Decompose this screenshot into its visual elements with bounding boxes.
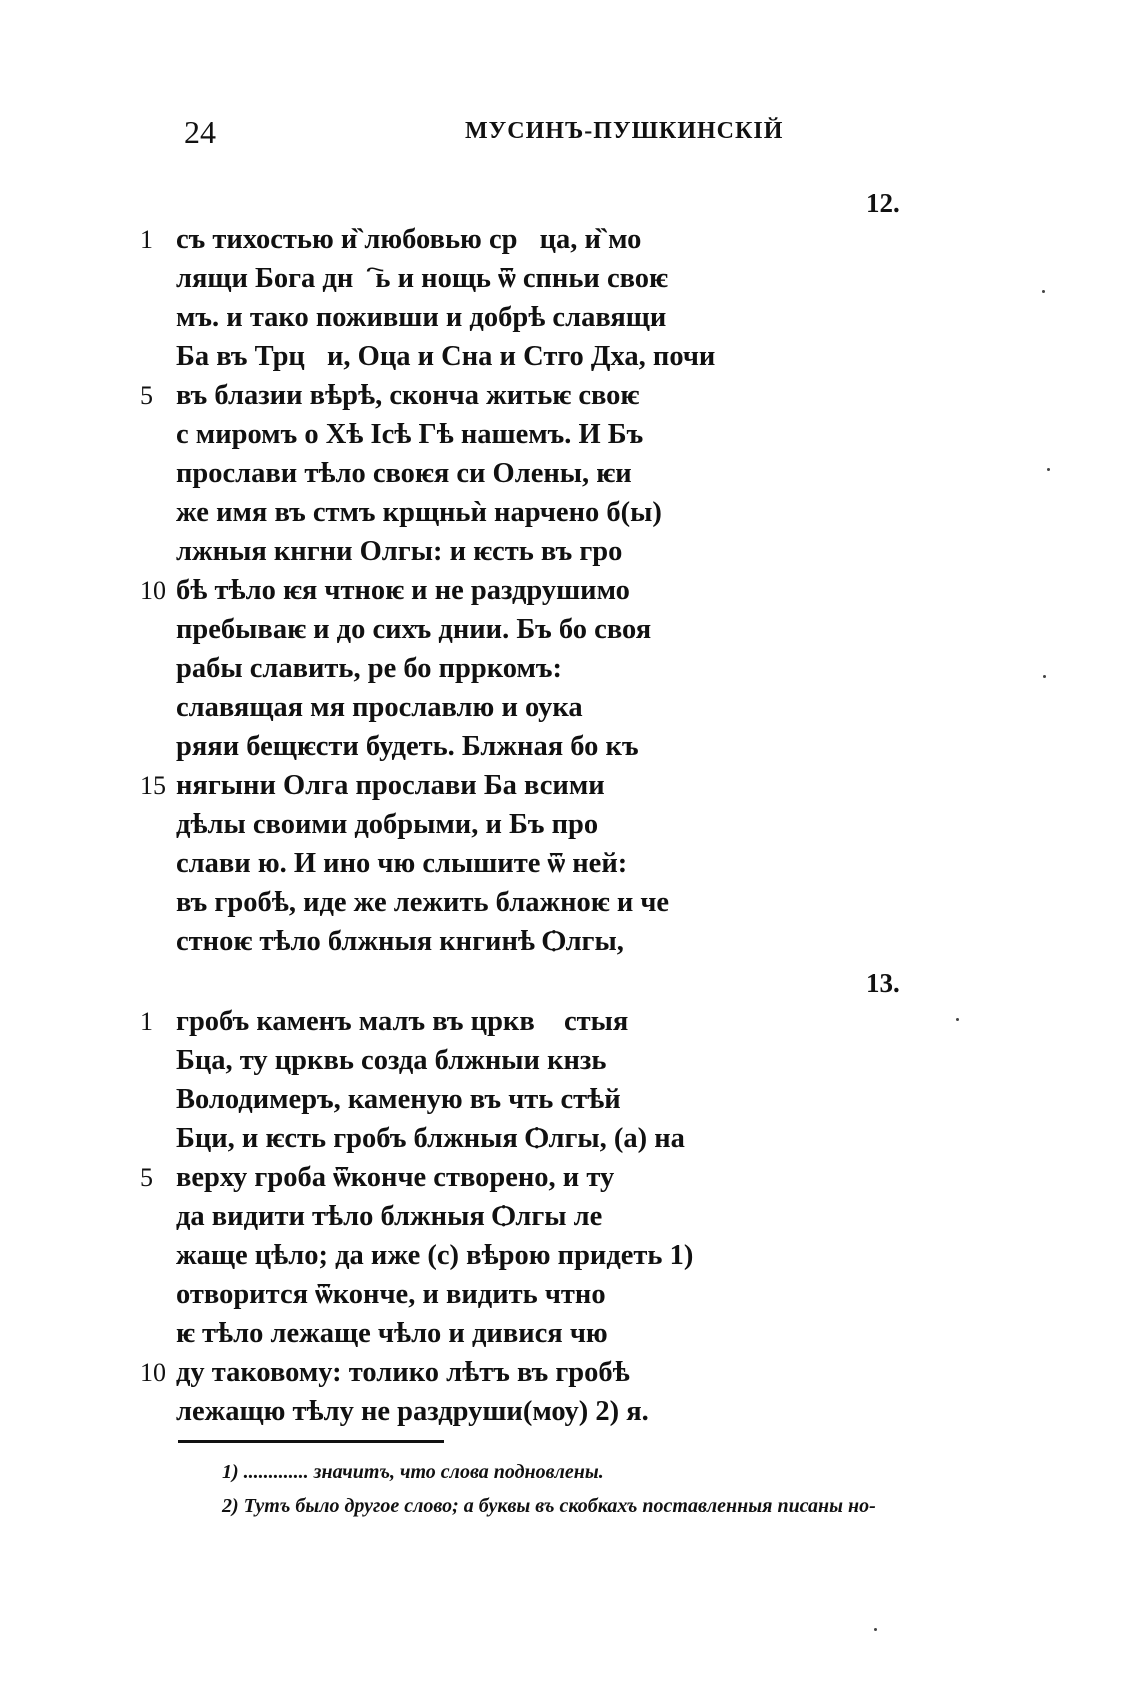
section-number-12: 12. [866, 188, 900, 218]
footnotes [222, 1455, 876, 1523]
scan-speck [1043, 675, 1046, 678]
footnote-rule [178, 1440, 444, 1443]
footnote-2: 2) Тутъ было другое слово; а буквы въ скобкахъ поставленныя писаны но- [222, 1495, 876, 1517]
scan-speck [956, 1018, 959, 1021]
scan-speck [874, 1628, 877, 1631]
scan-speck [1042, 290, 1045, 293]
running-title: МУСИНЪ-ПУШКИНСКІЙ [465, 118, 784, 144]
scan-speck [1047, 468, 1050, 471]
section-number-13: 13. [866, 968, 900, 998]
page-number: 24 [184, 114, 216, 150]
book-page: 24 МУСИНЪ-ПУШКИНСКІЙ 12. 1 съ тихостью и̏ любовью срⷣца, и̏ мо лящи Бога днⷭ҇ь и нощь ѿ спньи своѥ мъ. и тако поживши и добрѣ славящи Ба въ Трцⷤи, Оца и Сна и Стго Дха, почи 5 въ блазии вѣрѣ, скончa житьѥ своѥ с миромъ о Хѣ Ісѣ Гѣ нашемъ. И Бъ прослави тѣло своѥя си Олены, ѥи же имя въ стмъ крщньѝ нарчено б(ы) лжныя кнгни Олгы: и ѥсть въ гро 10 бѣ тѣло ѥя чтноѥ и не раздрушимо пребываѥ и до сихъ днии. Бъ бо своя рабы славить, ре бо прркомъ: славящая мя прославлю и оука ряяи бещѥсти будеть. Блжная бо къ 15 нягыни Олга прослави Ба всими дѣлы своими добрыми, и Бъ про слави ю. И ино чю слышите ѿ нeй: въ гробѣ, иде же лежить блажноѥ и че стноѥ тѣло блжныя кнгинѣ Ѻлгы, 13. 1 гробъ каменъ малъ въ црквⷡ стыя Бца, ту црквь созда блжныи кнзь Володимеръ, каменую въ чть стѣй Бци, и ѥсть гробъ блжныя Ѻлгы, (а) на 5 верху гроба ѿконче створено, и ту да видити тѣло блжныя Ѻлгы ле жаще цѣло; да иже (с) вѣрою придеть 1) отворится ѿконче, и видить чтно ѥ тѣло лежаще чѣло и дивися чю 10 ду таковому: толико лѣтъ въ гробѣ лежащю тѣлу не раздруши(моу) 2) я. 1) ............. значитъ, что слова подновлены. 2) Тутъ было другое слово; а буквы въ скобкахъ поставленныя писаны но- [0, 0, 1140, 1705]
footnote-1: 1) ............. значитъ, что слова подновлены. [222, 1461, 604, 1483]
